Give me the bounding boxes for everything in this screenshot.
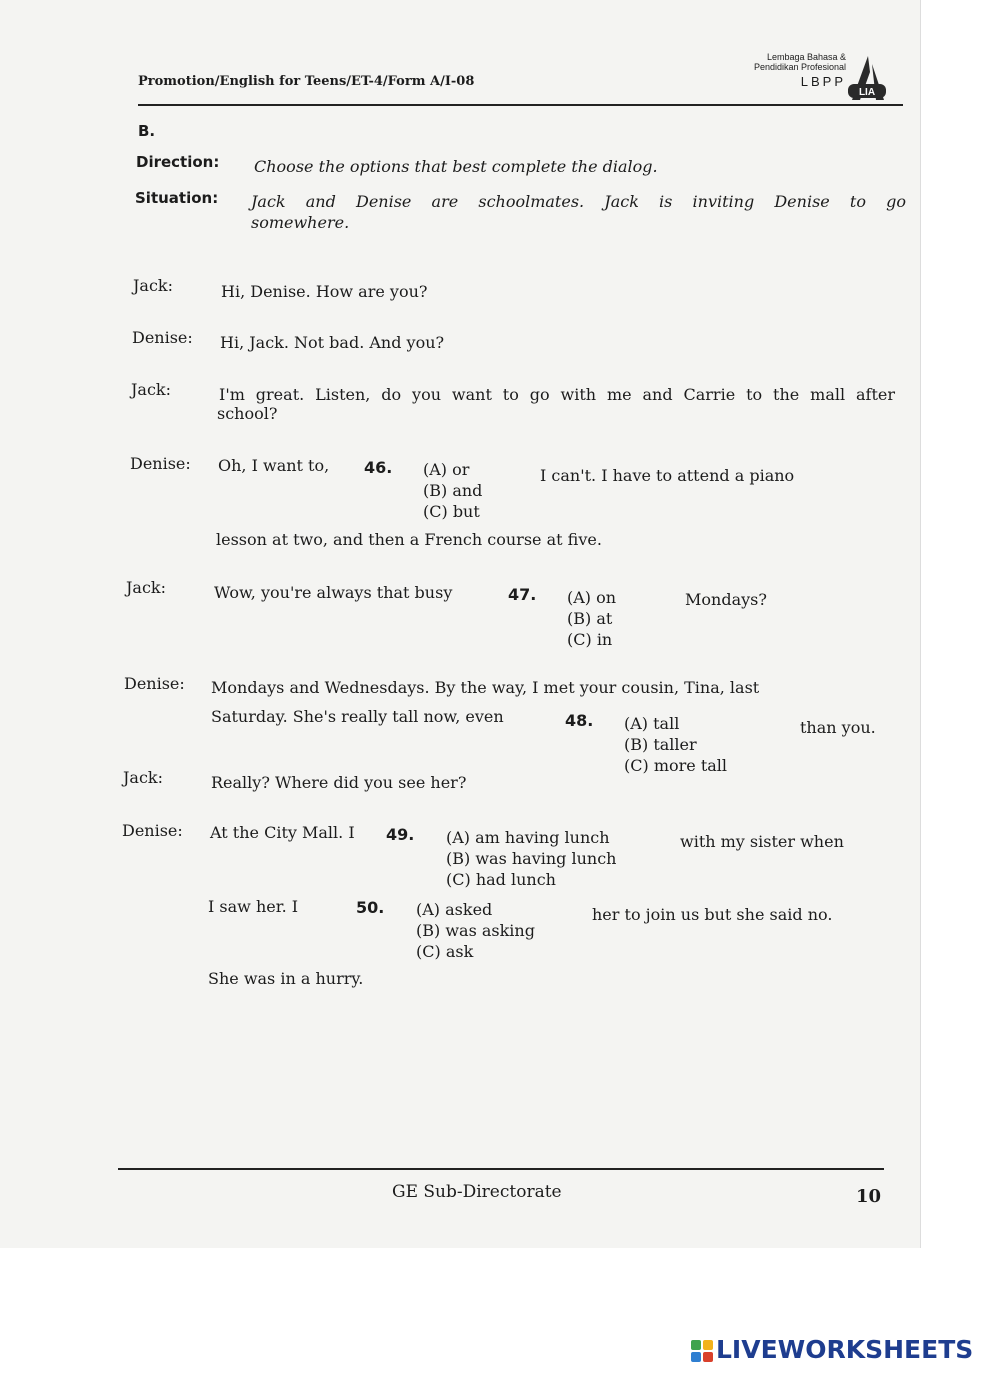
- question-number-50: 50.: [356, 898, 385, 917]
- option-46-c[interactable]: (C) but: [423, 502, 480, 521]
- speaker-denise: Denise:: [124, 674, 185, 693]
- dialog-text-before-blank: Wow, you're always that busy: [214, 583, 453, 602]
- option-50-c[interactable]: (C) ask: [416, 942, 474, 961]
- option-46-b[interactable]: (B) and: [423, 481, 483, 500]
- dialog-line: school?: [217, 404, 278, 423]
- logo-badge-text: LIA: [858, 87, 876, 98]
- lia-triangle-icon: [848, 54, 886, 102]
- dialog-text-after-blank: Mondays?: [685, 590, 767, 609]
- form-code: Promotion/English for Teens/ET-4/Form A/I-08: [138, 74, 475, 89]
- options-46: [423, 459, 482, 522]
- liveworksheets-logo-icon: [691, 1340, 713, 1362]
- option-50-a[interactable]: (A) asked: [416, 900, 493, 919]
- option-48-c[interactable]: (C) more tall: [624, 756, 728, 775]
- liveworksheets-brand: LIVEWORKSHEETS: [716, 1335, 974, 1364]
- option-49-c[interactable]: (C) had lunch: [446, 870, 556, 889]
- section-label: B.: [138, 122, 156, 140]
- option-49-b[interactable]: (B) was having lunch: [446, 849, 617, 868]
- logo-line-3: LBPP: [800, 74, 846, 89]
- dialog-line: Really? Where did you see her?: [211, 773, 467, 792]
- option-47-c[interactable]: (C) in: [567, 630, 613, 649]
- logo-line-1: Lembaga Bahasa &: [766, 52, 846, 62]
- direction-text: Choose the options that best complete the dialog.: [254, 157, 658, 176]
- situation-text-line2: somewhere.: [251, 213, 350, 232]
- dialog-line: Mondays and Wednesdays. By the way, I met your cousin, Tina, last: [211, 678, 760, 697]
- speaker-denise: Denise:: [130, 454, 191, 473]
- options-48: [624, 713, 727, 776]
- question-number-47: 47.: [508, 585, 537, 604]
- dialog-text-before-blank: At the City Mall. I: [210, 823, 355, 842]
- speaker-denise: Denise:: [132, 328, 193, 347]
- question-number-48: 48.: [565, 711, 594, 730]
- dialog-line: lesson at two, and then a French course at five.: [216, 530, 602, 549]
- option-50-b[interactable]: (B) was asking: [416, 921, 535, 940]
- speaker-jack: Jack:: [126, 578, 166, 597]
- dialog-line: She was in a hurry.: [208, 969, 364, 988]
- footer-text: GE Sub-Directorate: [392, 1182, 562, 1202]
- dialog-text-before-blank: Saturday. She's really tall now, even: [211, 707, 504, 726]
- logo-line-2: Pendidikan Profesional: [753, 62, 846, 72]
- options-47: [567, 587, 616, 650]
- question-number-46: 46.: [364, 458, 393, 477]
- dialog-line: Hi, Jack. Not bad. And you?: [220, 333, 445, 352]
- option-47-a[interactable]: (A) on: [567, 588, 617, 607]
- situation-text-line1: Jack and Denise are schoolmates. Jack is inviting Denise to go: [251, 192, 906, 211]
- question-number-49: 49.: [386, 825, 415, 844]
- situation-label: Situation:: [135, 189, 219, 207]
- speaker-denise: Denise:: [122, 821, 183, 840]
- option-48-b[interactable]: (B) taller: [624, 735, 697, 754]
- direction-label: Direction:: [136, 153, 220, 171]
- option-48-a[interactable]: (A) tall: [624, 714, 680, 733]
- dialog-text-before-blank: I saw her. I: [208, 897, 299, 916]
- dialog-text-after-blank: I can't. I have to attend a piano: [540, 466, 795, 485]
- header-rule: [138, 104, 903, 106]
- dialog-text-after-blank: than you.: [800, 718, 876, 737]
- options-50: [416, 899, 535, 962]
- dialog-line: Hi, Denise. How are you?: [221, 282, 428, 301]
- dialog-text-after-blank: her to join us but she said no.: [592, 905, 833, 924]
- speaker-jack: Jack:: [133, 276, 173, 295]
- option-46-a[interactable]: (A) or: [423, 460, 470, 479]
- footer-rule: [118, 1168, 884, 1170]
- speaker-jack: Jack:: [123, 768, 163, 787]
- options-49: [446, 827, 616, 890]
- option-49-a[interactable]: (A) am having lunch: [446, 828, 610, 847]
- option-47-b[interactable]: (B) at: [567, 609, 613, 628]
- speaker-jack: Jack:: [131, 380, 171, 399]
- lbpp-lia-logo: [728, 52, 888, 104]
- dialog-text-after-blank: with my sister when: [680, 832, 844, 851]
- dialog-line: I'm great. Listen, do you want to go with me and Carrie to the mall after: [219, 385, 895, 404]
- dialog-text-before-blank: Oh, I want to,: [218, 456, 330, 475]
- page-number: 10: [856, 1186, 882, 1207]
